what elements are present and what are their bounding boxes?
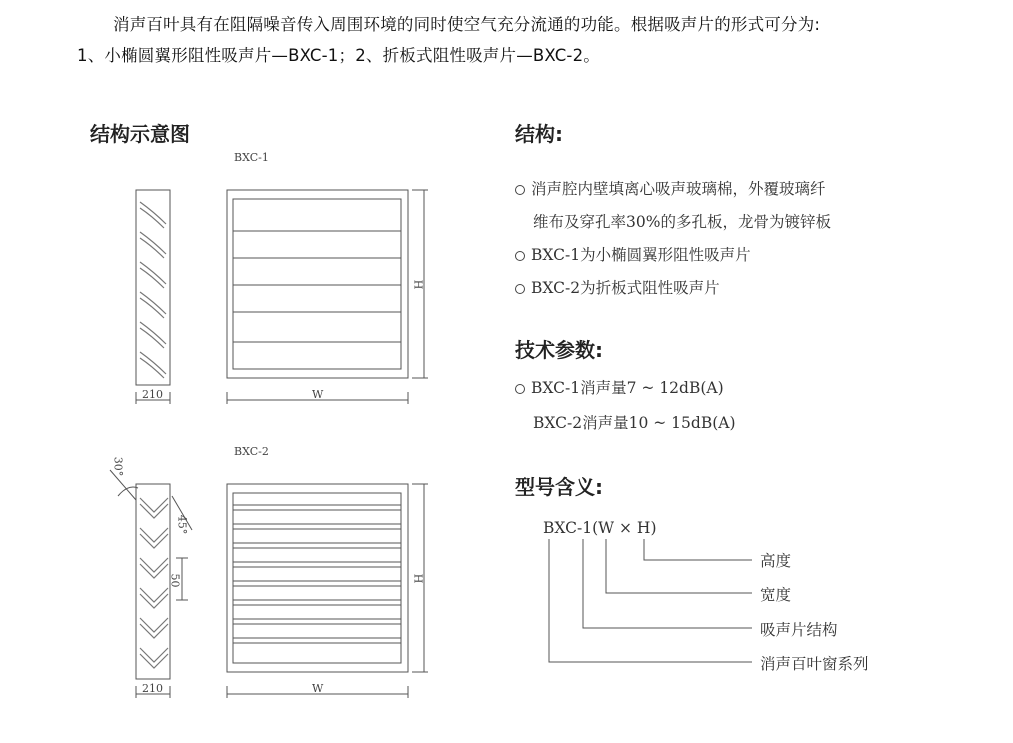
bxc2-angle2-label: 45° [175,514,189,535]
bxc2-front-frame [227,484,408,672]
bullet-icon [515,284,525,294]
bxc1-label: BXC-1 [234,151,269,164]
bxc2-depth-label: 210 [142,682,163,695]
specs-item-2: BXC-2消声量10 ~ 15dB(A) [533,414,736,432]
intro-line-1: 消声百叶具有在阻隔噪音传入周围环境的同时使空气充分流通的功能。根据吸声片的形式可分为: [113,15,821,34]
bxc2-angle1-label: 30° [111,456,125,477]
model-code: BXC-1(W × H) [543,519,657,537]
bullet-icon [515,384,525,394]
structure-heading: 结构: [515,122,563,146]
specs-item-1: BXC-1消声量7 ~ 12dB(A) [515,376,724,398]
bxc1-front-inner [233,199,401,369]
model-leader-lines [540,535,760,675]
structure-item-3: BXC-2为折板式阻性吸声片 [515,276,720,298]
bullet-icon [515,251,525,261]
structure-item-2: BXC-1为小椭圆翼形阻性吸声片 [515,243,751,265]
bxc1-front-frame [227,190,408,378]
bxc1-side-section [136,190,170,385]
bullet-icon [515,185,525,195]
model-meaning-3: 吸声片结构 [760,621,838,639]
model-meaning-2: 宽度 [760,586,792,604]
bxc2-height-label: H [411,573,425,584]
model-heading: 型号含义: [515,475,603,499]
structure-item-1-cont: 维布及穿孔率30%的多孔板，龙骨为镀锌板 [533,213,831,231]
bxc1-width-label: W [312,388,324,401]
specs-heading: 技术参数: [515,338,603,362]
model-meaning-1: 高度 [760,552,792,570]
bxc1-depth-label: 210 [142,388,163,401]
bxc2-width-label: W [312,682,324,695]
bxc2-spacing-label: 50 [168,573,182,588]
structure-item-1: 消声腔内壁填离心吸声玻璃棉，外覆玻璃纤 [515,177,826,199]
bxc1-height-label: H [411,279,425,290]
structure-diagrams [0,0,480,743]
intro-line-2: 1、小椭圆翼形阻性吸声片—BXC-1；2、折板式阻性吸声片—BXC-2。 [77,46,600,65]
model-meaning-4: 消声百叶窗系列 [760,655,869,673]
bxc2-label: BXC-2 [234,445,269,458]
diagram-title: 结构示意图 [90,122,190,146]
